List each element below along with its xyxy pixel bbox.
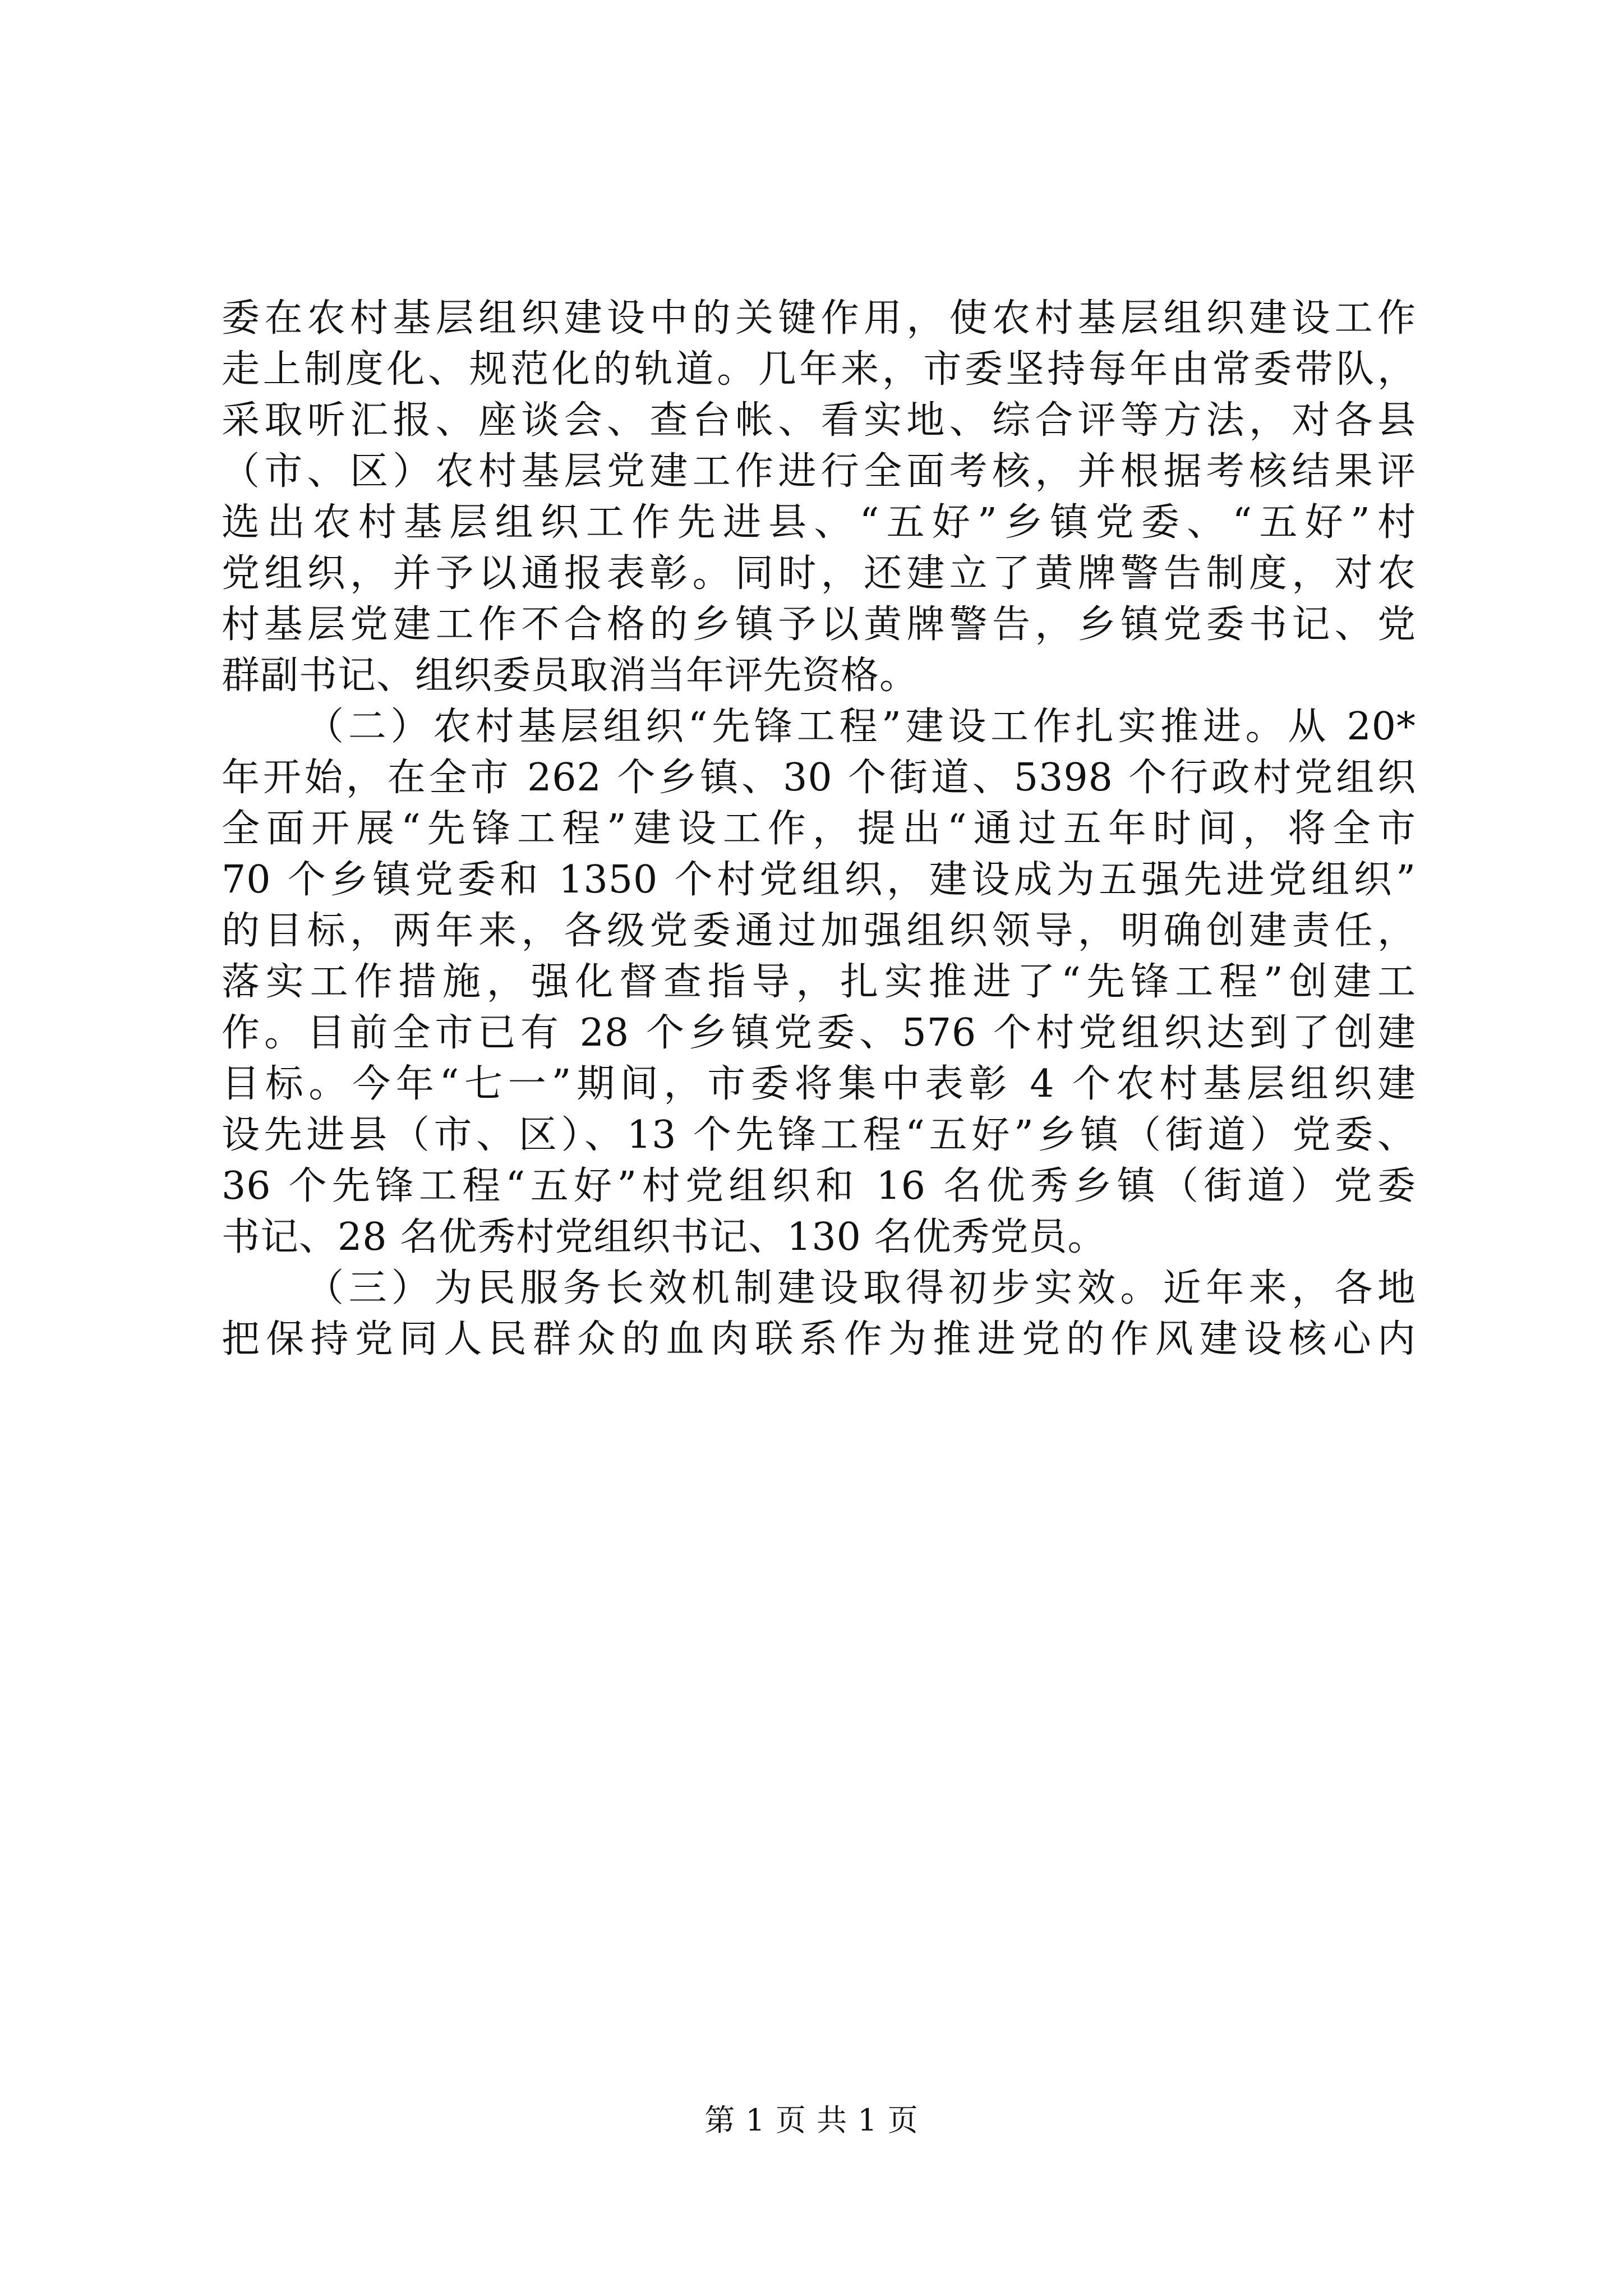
text-line: 设先进县（市、区）、13 个先锋工程“五好”乡镇（街道）党委、: [222, 1113, 1417, 1157]
text-line: 全面开展“先锋工程”建设工作，提出“通过五年时间，将全市: [222, 807, 1416, 851]
text-line: 党组织，并予以通报表彰。同时，还建立了黄牌警告制度，对农: [222, 551, 1416, 596]
page-number-footer: 第 1 页 共 1 页: [704, 2102, 919, 2138]
text-line: 采取听汇报、座谈会、查台帐、看实地、综合评等方法，对各县: [222, 398, 1416, 443]
section-heading-line: （三）为民服务长效机制建设取得初步实效。近年来，各地: [306, 1266, 1416, 1310]
text-line: 落实工作措施，强化督查指导，扎实推进了“先锋工程”创建工: [222, 960, 1416, 1004]
text-line: 年开始，在全市 262 个乡镇、30 个街道、5398 个行政村党组织: [222, 756, 1416, 800]
text-line: 70 个乡镇党委和 1350 个村党组织，建设成为五强先进党组织”: [222, 858, 1416, 902]
section-heading-line: （二）农村基层组织“先锋工程”建设工作扎实推进。从 20*: [306, 705, 1416, 749]
text-line: 的目标，两年来，各级党委通过加强组织领导，明确创建责任，: [222, 909, 1416, 953]
text-line: 选出农村基层组织工作先进县、“五好”乡镇党委、“五好”村: [222, 500, 1416, 545]
text-line: 委在农村基层组织建设中的关键作用，使农村基层组织建设工作: [222, 296, 1416, 341]
text-line: 把保持党同人民群众的血肉联系作为推进党的作风建设核心内: [222, 1317, 1416, 1361]
text-line: 书记、28 名优秀村党组织书记、130 名优秀党员。: [222, 1215, 1106, 1259]
text-line: 走上制度化、规范化的轨道。几年来，市委坚持每年由常委带队，: [222, 347, 1416, 392]
text-line: 作。目前全市已有 28 个乡镇党委、576 个村党组织达到了创建: [222, 1011, 1416, 1055]
document-body: [222, 293, 1416, 1365]
text-line: 群副书记、组织委员取消当年评先资格。: [222, 654, 919, 698]
text-line: 村基层党建工作不合格的乡镇予以黄牌警告，乡镇党委书记、党: [222, 602, 1416, 647]
text-line: 36 个先锋工程“五好”村党组织和 16 名优秀乡镇（街道）党委: [222, 1164, 1416, 1208]
text-line: 目标。今年“七一”期间，市委将集中表彰 4 个农村基层组织建: [222, 1062, 1416, 1106]
text-line: （市、区）农村基层党建工作进行全面考核，并根据考核结果评: [222, 449, 1416, 494]
